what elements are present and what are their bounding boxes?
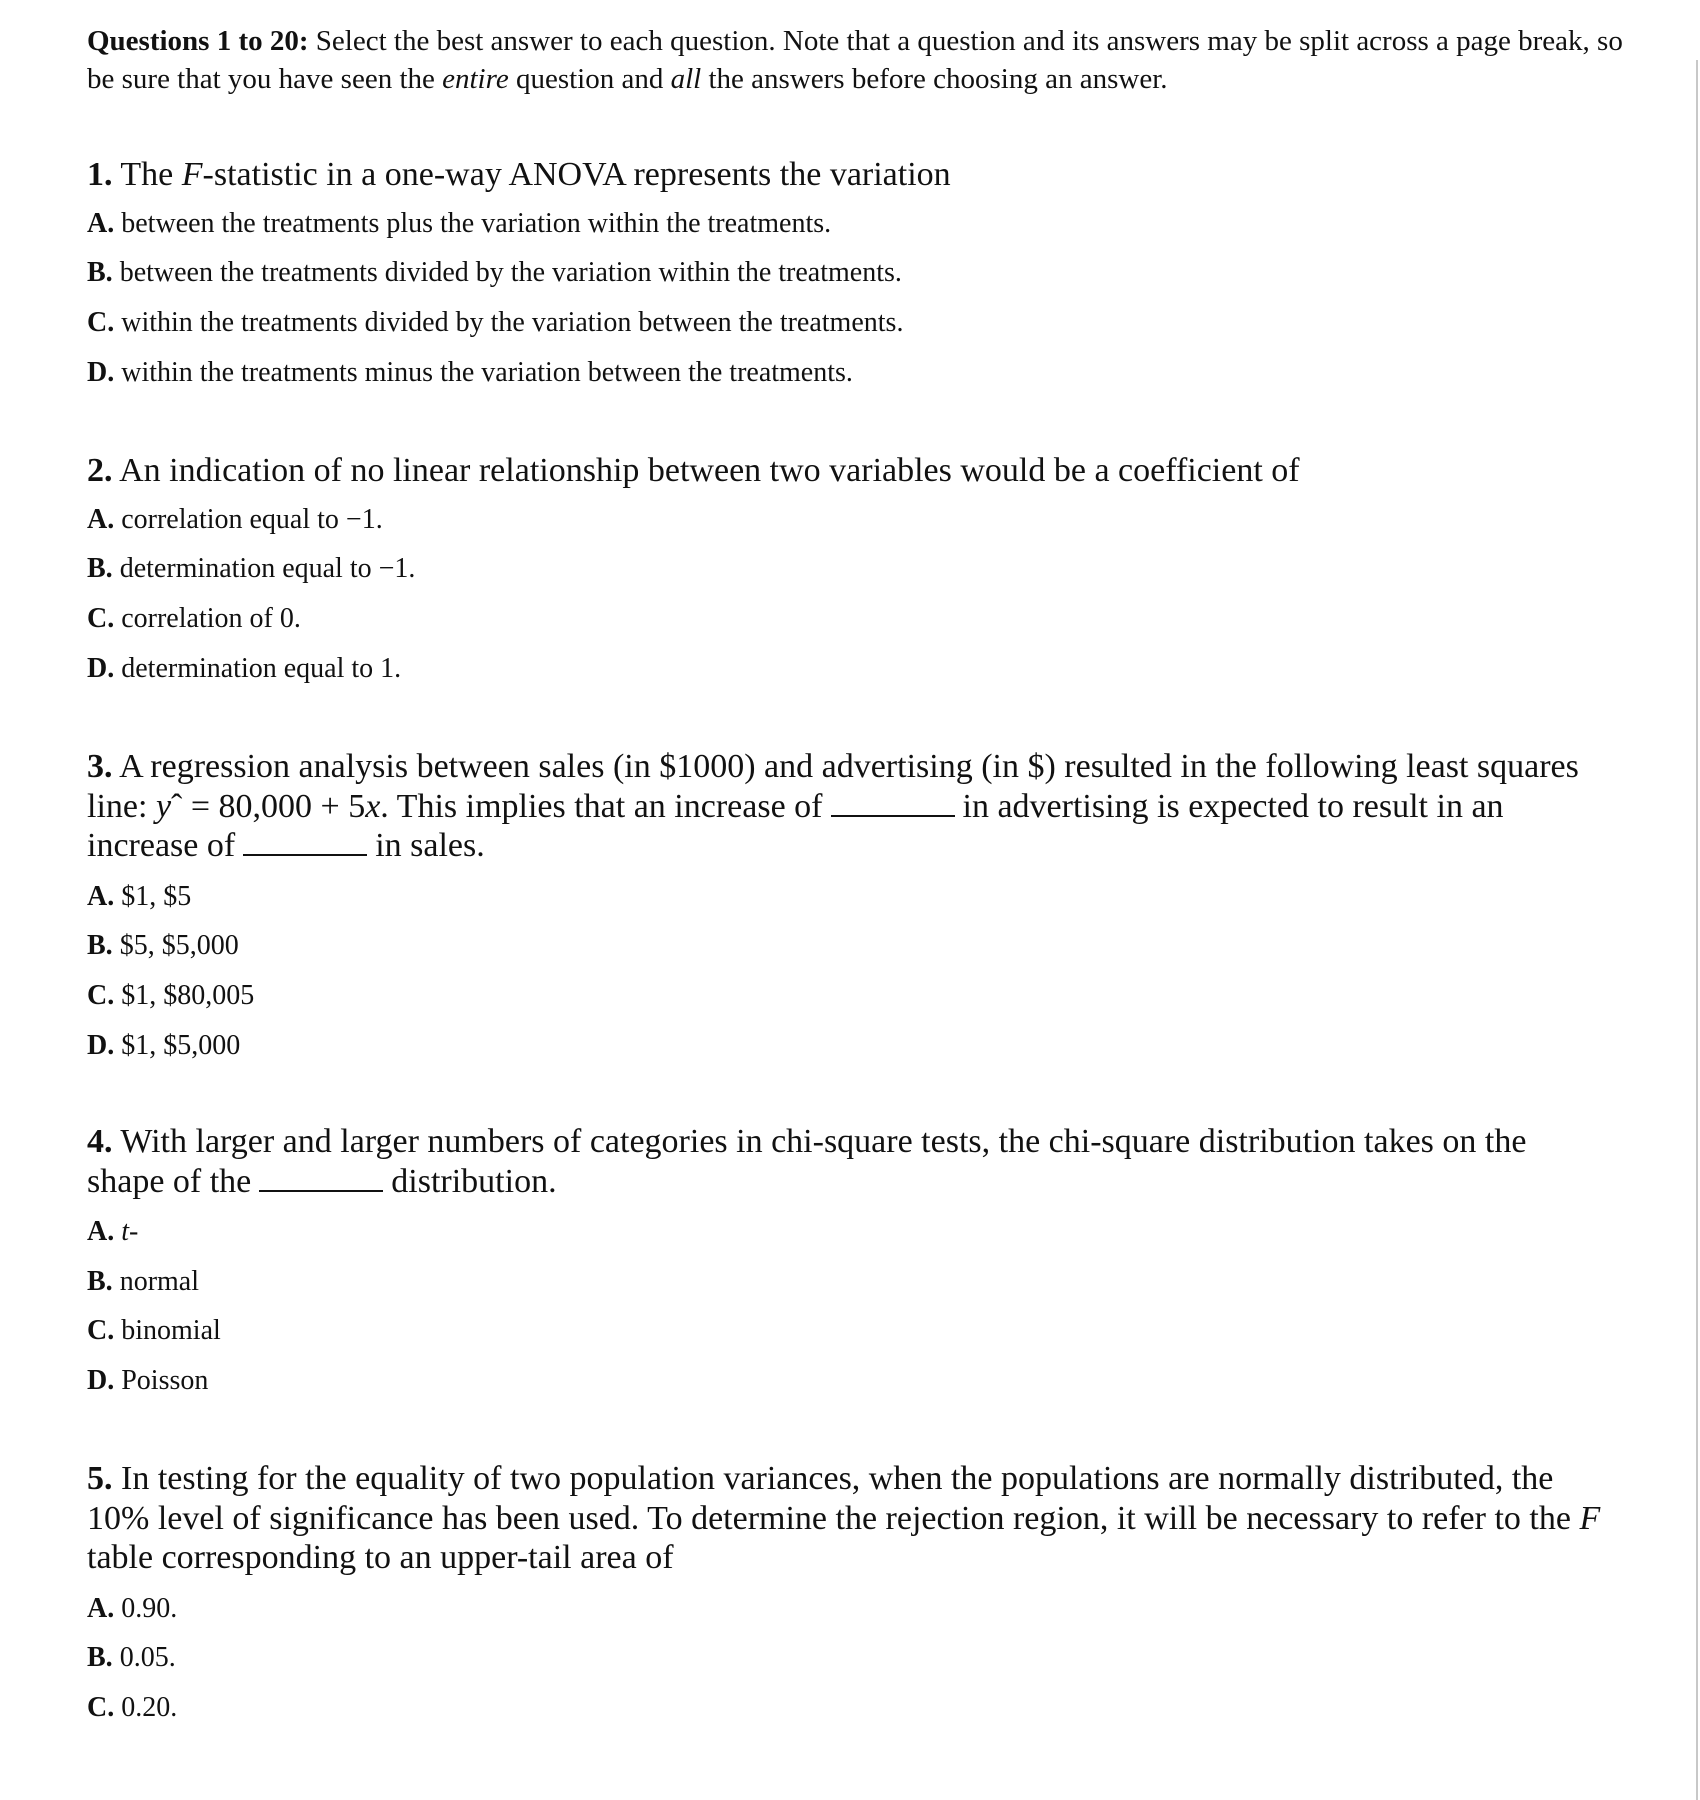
question-stem (87, 451, 1607, 491)
answer-options (87, 872, 1607, 1071)
stem-variable: F (181, 156, 203, 193)
stem-text: The (112, 156, 182, 193)
option-text: 0.05. (112, 1642, 176, 1674)
option-text: $1, $80,005 (114, 979, 255, 1011)
answer-option-c[interactable] (87, 594, 1607, 644)
question-number: 2. (87, 452, 113, 489)
option-letter: C. (87, 306, 115, 338)
option-letter: C. (87, 1315, 115, 1347)
option-letter: B. (87, 257, 113, 289)
option-letter: C. (87, 602, 115, 634)
instructions-emphasis-all: all (670, 63, 702, 95)
answer-option-b[interactable] (87, 248, 1607, 298)
option-text: normal (112, 1265, 199, 1297)
instructions (87, 22, 1627, 98)
option-text: binomial (114, 1315, 221, 1347)
answer-option-a[interactable] (87, 495, 1607, 545)
option-letter: A. (87, 207, 115, 239)
option-text: $5, $5,000 (112, 930, 239, 962)
option-text: determination equal to −1. (112, 553, 416, 585)
question-stem (87, 1122, 1607, 1201)
stem-text: In testing for the equality of two population variances, when the populations are normally distributed, the 10% level of significance has been used. To determine the rejection region, it will be necessary to refer to the (87, 1460, 1580, 1537)
answer-option-a[interactable] (87, 1584, 1607, 1634)
answer-option-b[interactable] (87, 1633, 1607, 1683)
answer-option-a[interactable] (87, 199, 1607, 249)
question-stem (87, 155, 1607, 195)
instructions-text: question and (508, 63, 671, 95)
option-letter: D. (87, 1029, 115, 1061)
answer-options (87, 199, 1607, 398)
stem-text: ˆ = 80,000 + 5 (171, 787, 366, 825)
option-text: correlation of 0. (114, 602, 301, 634)
option-text: Poisson (114, 1365, 209, 1397)
option-text: within the treatments minus the variation between the treatments. (114, 356, 853, 388)
option-text: $1, $5,000 (114, 1029, 241, 1061)
page-edge-line (1696, 60, 1698, 1800)
stem-variable: F (1579, 1499, 1601, 1537)
option-text: 0.20. (114, 1691, 178, 1723)
instructions-text: the answers before choosing an answer. (701, 63, 1168, 95)
answer-option-c[interactable] (87, 1306, 1607, 1356)
question-number: 3. (87, 748, 113, 785)
stem-text: With larger and larger numbers of categories in chi-square tests, the chi-square distribution takes on the shape of the (87, 1123, 1527, 1200)
option-letter: C. (87, 979, 115, 1011)
option-letter: B. (87, 1265, 113, 1297)
option-text: within the treatments divided by the variation between the treatments. (114, 306, 904, 338)
question-stem (87, 1459, 1607, 1578)
option-text: between the treatments plus the variation within the treatments. (114, 207, 832, 239)
answer-option-d[interactable] (87, 644, 1607, 694)
option-letter: A. (87, 1216, 115, 1247)
stem-text: -statistic in a one-way ANOVA represents the variation (202, 156, 951, 193)
answer-option-b[interactable] (87, 544, 1607, 594)
answer-option-a[interactable] (87, 872, 1607, 922)
answer-options (87, 495, 1607, 694)
answer-option-a[interactable] (87, 1207, 1607, 1257)
option-text: t- (114, 1216, 139, 1247)
answer-option-c[interactable] (87, 971, 1607, 1021)
answer-option-d[interactable] (87, 1021, 1607, 1071)
option-text: determination equal to 1. (114, 652, 402, 684)
answer-option-c[interactable] (87, 298, 1607, 348)
option-letter: B. (87, 553, 113, 585)
option-letter: C. (87, 1691, 115, 1723)
stem-variable: x (365, 787, 381, 825)
answer-option-d[interactable] (87, 1356, 1607, 1406)
question-number: 5. (87, 1460, 113, 1497)
option-letter: A. (87, 880, 115, 912)
question-3 (87, 747, 1607, 1070)
question-number: 4. (87, 1123, 113, 1160)
fill-in-blank (243, 853, 367, 856)
stem-text: table corresponding to an upper-tail area of (87, 1539, 674, 1576)
question-5 (87, 1459, 1607, 1733)
instructions-emphasis-entire: entire (442, 63, 509, 95)
question-2 (87, 451, 1607, 693)
answer-option-d[interactable] (87, 348, 1607, 398)
option-letter: A. (87, 503, 115, 535)
stem-text: in advertising is expected to result in an increase of (87, 787, 1504, 864)
option-letter: A. (87, 1592, 115, 1624)
answer-options (87, 1584, 1607, 1733)
question-number: 1. (87, 156, 113, 193)
stem-text: in sales. (375, 827, 485, 864)
option-letter: B. (87, 1642, 113, 1674)
option-letter: D. (87, 356, 115, 388)
option-text: correlation equal to −1. (114, 503, 383, 535)
option-text: $1, $5 (114, 880, 192, 912)
option-text: 0.90. (114, 1592, 178, 1624)
stem-text: . This implies that an increase of (380, 787, 823, 825)
stem-text: distribution. (391, 1162, 557, 1200)
fill-in-blank (259, 1189, 383, 1192)
option-letter: D. (87, 652, 115, 684)
stem-variable: y (155, 787, 172, 825)
option-text: between the treatments divided by the variation within the treatments. (112, 257, 902, 289)
stem-text: A regression analysis between sales (in $1000) and advertising (in $) resulted in the following least squares line: (87, 748, 1579, 825)
option-letter: D. (87, 1365, 115, 1397)
answer-options (87, 1207, 1607, 1406)
question-4 (87, 1122, 1607, 1406)
stem-text: An indication of no linear relationship between two variables would be a coefficient of (112, 452, 1300, 489)
answer-option-b[interactable] (87, 921, 1607, 971)
instructions-text: Select the best answer to each question. Note that a question and its answers may be split across a page break, so be sure that you have seen the (87, 25, 1623, 95)
question-1 (87, 155, 1607, 397)
instructions-lead: Questions 1 to 20: (87, 25, 309, 57)
answer-option-c[interactable] (87, 1683, 1607, 1733)
question-stem (87, 747, 1607, 866)
fill-in-blank (831, 814, 955, 817)
option-letter: B. (87, 930, 113, 962)
answer-option-b[interactable] (87, 1257, 1607, 1307)
